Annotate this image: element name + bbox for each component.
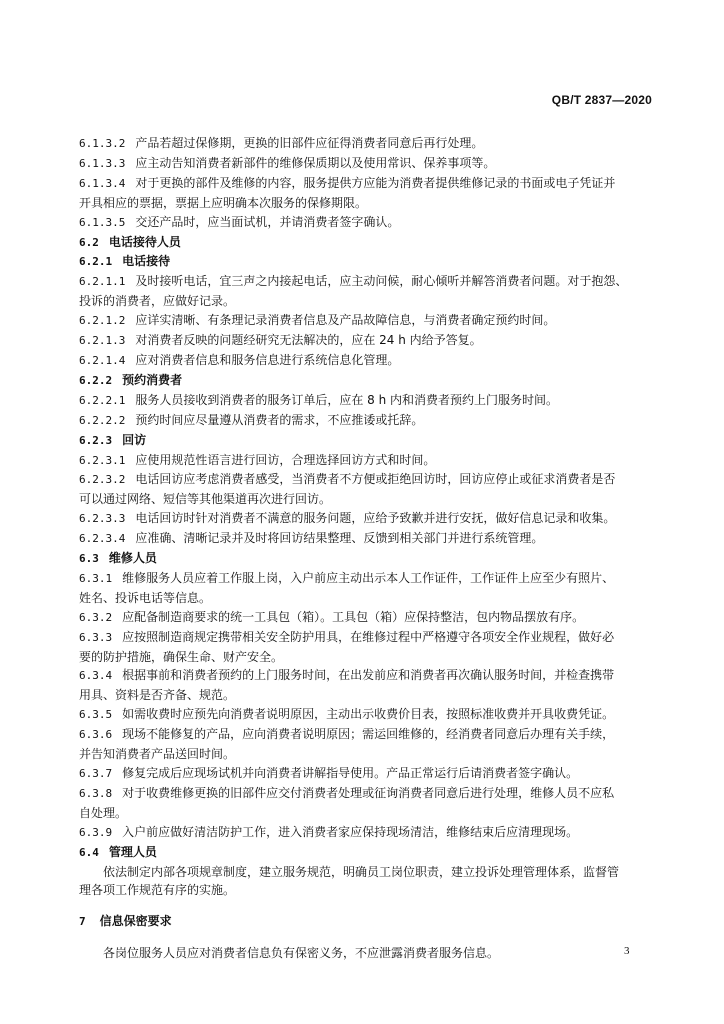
paragraph-line (79, 509, 653, 529)
clause-text: 应主动告知消费者新部件的维修保质期以及使用常识、保养事项等。 (135, 155, 496, 170)
clause-text: 电话回访应考虑消费者感受，当消费者不方便或拒绝回访时，回访应停止或征求消费者是否 (135, 472, 616, 487)
clause-text: 维修服务人员应着工作服上岗，入户前应主动出示本人工作证件，工作证件上应至少有照片、 (122, 570, 615, 585)
clause-text: 如需收费时应预先向消费者说明原因，主动出示收费价目表，按照标准收费并开具收费凭证。 (122, 707, 615, 722)
paragraph-line (79, 490, 653, 509)
clause-number: 6.2.3.2 (79, 473, 126, 487)
paragraph-line (79, 213, 653, 233)
paragraph-line (79, 451, 653, 471)
paragraph-line (79, 470, 653, 490)
paragraph-line (79, 881, 653, 900)
paragraph-line (79, 648, 653, 667)
paragraph-line (79, 804, 653, 823)
clause-text: 投诉的消费者，应做好记录。 (79, 294, 236, 309)
clause-number: 6.3.2 (79, 610, 113, 624)
paragraph-line (79, 292, 653, 311)
section-heading (79, 843, 653, 863)
heading-text: 电话接待 (122, 254, 171, 269)
paragraph-line (79, 784, 653, 804)
paragraph-line (79, 725, 653, 745)
heading-text: 维修人员 (108, 551, 157, 566)
clause-number: 6.2.1.3 (79, 334, 126, 348)
clause-text: 用具、资料是否齐备、规范。 (79, 688, 236, 703)
heading-text: 预约消费者 (122, 372, 183, 387)
paragraph-line (79, 823, 653, 843)
clause-number: 6.2.3 (79, 433, 113, 447)
clause-text: 现场不能修复的产品，应向消费者说明原因；需运回维修的，经消费者同意后办理有关手续， (122, 727, 615, 742)
clause-text: 应详实清晰、有条理记录消费者信息及产品故障信息，与消费者确定预约时间。 (135, 313, 556, 328)
clause-number: 6.4 (79, 845, 99, 859)
heading-text: 管理人员 (108, 844, 157, 859)
section-heading (79, 912, 653, 932)
paragraph-line (79, 944, 653, 963)
clause-text: 要的防护措施，确保生命、财产安全。 (79, 649, 284, 664)
clause-number: 6.3.9 (79, 825, 113, 839)
clause-text: 开具相应的票据，票据上应明确本次服务的保修期限。 (79, 195, 368, 210)
paragraph-line (79, 272, 653, 292)
paragraph-line (79, 569, 653, 589)
paragraph-line (79, 134, 653, 154)
clause-number: 6.2.1.4 (79, 353, 126, 367)
clause-number: 6.2.1.1 (79, 275, 126, 289)
paragraph-line (79, 529, 653, 549)
paragraph-line (79, 608, 653, 628)
clause-text: 及时接听电话，宜三声之内接起电话，应主动问候，耐心倾听并解答消费者问题。对于抱怨、 (135, 274, 628, 289)
clause-text: 应对消费者信息和服务信息进行系统信息化管理。 (135, 352, 400, 367)
clause-text: 应配备制造商要求的统一工具包（箱）。工具包（箱）应保持整洁，包内物品摆放有序。 (122, 609, 585, 624)
clause-number: 6.2 (79, 235, 99, 249)
clause-text: 对于更换的部件及维修的内容，服务提供方应能为消费者提供维修记录的书面或电子凭证并 (135, 175, 616, 190)
clause-text: 产品若超过保修期，更换的旧部件应征得消费者同意后再行处理。 (135, 136, 484, 150)
clause-number: 6.2.3.1 (79, 453, 126, 467)
clause-text: 交还产品时，应当面试机，并请消费者签字确认。 (135, 214, 400, 229)
paragraph-line (79, 686, 653, 705)
clause-number: 6.2.3.3 (79, 512, 126, 526)
section-gap (79, 932, 653, 944)
clause-text: 应使用规范性语言进行回访，合理选择回访方式和时间。 (135, 452, 436, 467)
paragraph-line (79, 705, 653, 725)
section-heading (79, 233, 653, 253)
clause-number: 6.3.6 (79, 728, 113, 742)
paragraph-line (79, 331, 653, 351)
paragraph-line (79, 391, 653, 411)
clause-text: 根据事前和消费者预约的上门服务时间，在出发前应和消费者再次确认服务时间，并检查携带 (122, 668, 615, 683)
clause-number: 6.1.3.5 (79, 215, 126, 229)
heading-text: 回访 (122, 432, 147, 447)
clause-number: 6.2.1.2 (79, 314, 126, 328)
heading-text: 电话接待人员 (108, 234, 181, 249)
clause-text: 修复完成后应现场试机并向消费者讲解指导使用。产品正常运行后请消费者签字确认。 (122, 766, 579, 780)
clause-text: 自处理。 (79, 805, 128, 820)
clause-number: 6.3.3 (79, 630, 113, 644)
clause-number: 7 (79, 915, 86, 929)
section-heading (79, 431, 653, 451)
section-heading (79, 371, 653, 391)
clause-number: 6.2.2.2 (79, 413, 126, 427)
paragraph-line (79, 764, 653, 784)
paragraph-line (79, 311, 653, 331)
clause-text: 服务人员接收到消费者的服务订单后，应在 8 h 内和消费者预约上门服务时间。 (135, 392, 559, 407)
clause-number: 6.3.7 (79, 767, 113, 780)
clause-text: 理各项工作规范有序的实施。 (79, 883, 236, 898)
clause-number: 6.2.2.1 (79, 393, 126, 407)
clause-text: 依法制定内部各项规章制度，建立服务规范，明确员工岗位职责，建立投诉处理管理体系，监督管 (103, 864, 620, 879)
clause-text: 姓名、投诉电话等信息。 (79, 590, 212, 605)
clause-number: 6.1.3.3 (79, 156, 126, 170)
paragraph-line (79, 628, 653, 648)
page-number: 3 (624, 945, 630, 957)
paragraph-line (79, 351, 653, 371)
document-body (79, 134, 653, 963)
clause-number: 6.1.3.2 (79, 137, 126, 150)
clause-number: 6.3.5 (79, 708, 113, 722)
clause-number: 6.2.3.4 (79, 532, 126, 546)
clause-text: 应准确、清晰记录并及时将回访结果整理、反馈到相关部门并进行系统管理。 (135, 531, 544, 546)
clause-number: 6.3.1 (79, 571, 113, 585)
clause-text: 预约时间应尽量遵从消费者的需求，不应推诿或托辞。 (135, 412, 424, 427)
clause-text: 对消费者反映的问题经研究无法解决的，应在 24 h 内给予答复。 (135, 333, 482, 348)
heading-text: 信息保密要求 (99, 914, 172, 929)
clause-number: 6.2.2 (79, 373, 113, 387)
clause-number: 6.2.1 (79, 255, 113, 269)
clause-text: 应按照制造商规定携带相关安全防护用具，在维修过程中严格遵守各项安全作业规程，做好必 (122, 629, 615, 644)
paragraph-line (79, 411, 653, 431)
paragraph-line (79, 745, 653, 764)
clause-text: 入户前应做好清洁防护工作，进入消费者家应保持现场清洁，维修结束后应清理现场。 (122, 824, 579, 839)
standard-code: QB/T 2837—2020 (551, 93, 652, 107)
paragraph-line (79, 194, 653, 213)
clause-number: 6.3.8 (79, 786, 113, 800)
clause-text: 并告知消费者产品送回时间。 (79, 747, 236, 762)
clause-text: 可以通过网络、短信等其他渠道再次进行回访。 (79, 492, 332, 507)
clause-text: 对于收费维修更换的旧部件应交付消费者处理或征询消费者同意后进行处理，维修人员不应私 (122, 785, 615, 800)
clause-number: 6.3 (79, 552, 99, 566)
paragraph-line (79, 666, 653, 686)
paragraph-line (79, 154, 653, 174)
paragraph-line (79, 863, 653, 882)
section-heading (79, 252, 653, 272)
clause-text: 各岗位服务人员应对消费者信息负有保密义务，不应泄露消费者服务信息。 (103, 946, 500, 961)
clause-number: 6.1.3.4 (79, 176, 126, 190)
clause-text: 电话回访时针对消费者不满意的服务问题，应给予致歉并进行安抚，做好信息记录和收集。 (135, 511, 616, 526)
paragraph-line (79, 174, 653, 194)
section-heading (79, 549, 653, 569)
paragraph-line (79, 589, 653, 608)
section-gap (79, 900, 653, 912)
clause-number: 6.3.4 (79, 669, 113, 683)
